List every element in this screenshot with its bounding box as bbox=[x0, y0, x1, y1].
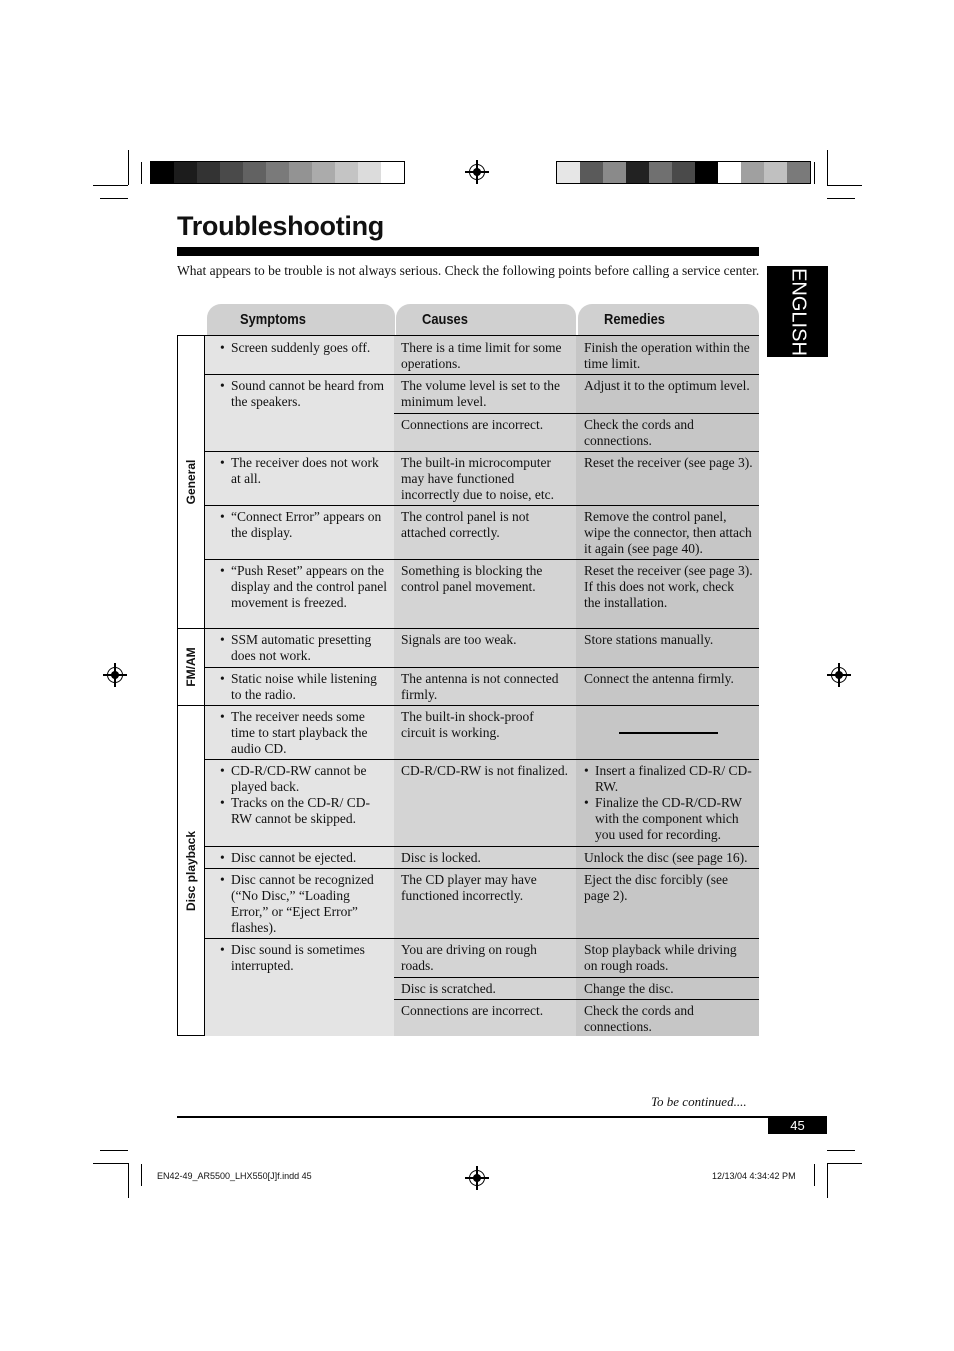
cause-cell bbox=[394, 505, 576, 559]
cause-text: Disc is locked. bbox=[401, 850, 481, 865]
remedy-cell bbox=[576, 413, 759, 451]
row-divider bbox=[177, 628, 759, 629]
symptom-text: • Static noise while listening to the radio. bbox=[220, 671, 388, 703]
symptom-text: • Disc sound is sometimes interrupted. bbox=[220, 942, 388, 974]
crop-mark bbox=[827, 1163, 862, 1164]
remedy-cell bbox=[576, 868, 759, 938]
row-divider bbox=[205, 505, 759, 506]
symptom-cell bbox=[205, 705, 394, 759]
intro-text: What appears to be trouble is not always serious. Check the following points before calling a service center. bbox=[177, 263, 760, 278]
cause-text: The volume level is set to the minimum level. bbox=[401, 378, 560, 409]
crop-mark bbox=[93, 1163, 128, 1164]
cause-cell bbox=[394, 759, 576, 846]
cause-text: CD-R/CD-RW is not finalized. bbox=[401, 763, 568, 778]
crop-mark bbox=[128, 150, 129, 185]
symptom-cell bbox=[205, 628, 394, 667]
header-causes: Causes bbox=[396, 304, 576, 336]
row-divider bbox=[394, 413, 759, 414]
cause-text: Connections are incorrect. bbox=[401, 1003, 544, 1018]
symptom-text: • Disc cannot be recognized (“No Disc,” “Loading Error,” or “Eject Error” flashes). bbox=[220, 872, 388, 936]
header-remedies: Remedies bbox=[578, 304, 759, 336]
symptom-cell bbox=[205, 374, 394, 451]
footer-rule bbox=[177, 1116, 827, 1118]
row-divider bbox=[394, 977, 759, 978]
cause-cell bbox=[394, 374, 576, 413]
cause-text: The CD player may have functioned incorrectly. bbox=[401, 872, 537, 903]
symptom-text: • CD-R/CD-RW cannot be played back. bbox=[220, 763, 388, 795]
symptom-text: • Sound cannot be heard from the speakers. bbox=[220, 378, 388, 410]
remedy-cell bbox=[576, 559, 759, 628]
row-divider bbox=[205, 938, 759, 939]
cause-cell bbox=[394, 846, 576, 868]
remedy-text: • Finalize the CD-R/CD-RW with the component which you used for recording. bbox=[584, 795, 753, 843]
cause-text: There is a time limit for some operations. bbox=[401, 340, 562, 371]
symptom-text: • Disc cannot be ejected. bbox=[220, 850, 388, 866]
crop-mark bbox=[100, 1150, 128, 1151]
row-divider bbox=[205, 374, 759, 375]
cause-text: The control panel is not attached correctly. bbox=[401, 509, 530, 540]
remedy-cell bbox=[576, 999, 759, 1036]
cause-cell bbox=[394, 705, 576, 759]
remedy-text: Adjust it to the optimum level. bbox=[584, 378, 750, 393]
continued-note: To be continued.... bbox=[651, 1094, 747, 1109]
crop-mark bbox=[814, 1164, 815, 1186]
category-fmam: FM/AM bbox=[177, 628, 205, 705]
registration-mark bbox=[831, 667, 847, 683]
cause-cell bbox=[394, 413, 576, 451]
remedy-cell bbox=[576, 667, 759, 705]
remedy-cell bbox=[576, 977, 759, 999]
cause-cell bbox=[394, 667, 576, 705]
header-symptoms: Symptoms bbox=[207, 304, 395, 336]
cause-cell bbox=[394, 868, 576, 938]
cause-cell bbox=[394, 559, 576, 628]
symptom-text: • The receiver needs some time to start playback the audio CD. bbox=[220, 709, 388, 757]
row-divider bbox=[205, 846, 759, 847]
symptom-cell bbox=[205, 667, 394, 705]
symptom-cell bbox=[205, 938, 394, 1036]
symptom-cell bbox=[205, 505, 394, 559]
remedy-text: Check the cords and connections. bbox=[584, 417, 694, 448]
row-divider bbox=[177, 705, 759, 706]
remedy-text: Unlock the disc (see page 16). bbox=[584, 850, 748, 865]
cause-cell bbox=[394, 938, 576, 977]
symptom-cell bbox=[205, 336, 394, 374]
remedy-cell bbox=[576, 759, 759, 846]
remedy-cell bbox=[576, 628, 759, 667]
cause-text: The built-in shock-proof circuit is working. bbox=[401, 709, 534, 740]
crop-mark bbox=[814, 162, 815, 184]
crop-mark bbox=[100, 198, 128, 199]
remedy-text: Finish the operation within the time limit. bbox=[584, 340, 750, 371]
remedy-text: Connect the antenna firmly. bbox=[584, 671, 734, 686]
cause-cell bbox=[394, 451, 576, 505]
language-tab bbox=[767, 266, 828, 357]
symptom-cell bbox=[205, 759, 394, 846]
row-divider bbox=[205, 868, 759, 869]
page-number: 45 bbox=[768, 1118, 827, 1134]
remedy-cell bbox=[576, 336, 759, 374]
cause-text: You are driving on rough roads. bbox=[401, 942, 537, 973]
page-title: Troubleshooting bbox=[177, 211, 384, 241]
symptom-text: • Tracks on the CD-R/ CD-RW cannot be skipped. bbox=[220, 795, 388, 827]
remedy-text: Reset the receiver (see page 3). bbox=[584, 455, 753, 470]
symptom-text: • Screen suddenly goes off. bbox=[220, 340, 388, 356]
remedy-cell bbox=[576, 451, 759, 505]
color-bar-right bbox=[556, 161, 811, 184]
crop-mark bbox=[827, 1163, 828, 1198]
symptom-text: • “Connect Error” appears on the display. bbox=[220, 509, 388, 541]
symptom-text: • The receiver does not work at all. bbox=[220, 455, 388, 487]
remedy-text: Store stations manually. bbox=[584, 632, 714, 647]
remedy-cell bbox=[576, 938, 759, 977]
cause-text: Disc is scratched. bbox=[401, 981, 496, 996]
remedy-text: Remove the control panel, wipe the connector, then attach it again (see page 40). bbox=[584, 509, 752, 556]
cause-cell bbox=[394, 628, 576, 667]
remedy-cell bbox=[576, 374, 759, 413]
registration-mark bbox=[469, 164, 485, 180]
remedy-text: Change the disc. bbox=[584, 981, 674, 996]
remedy-text: Check the cords and connections. bbox=[584, 1003, 694, 1034]
crop-mark bbox=[141, 1164, 142, 1186]
no-remedy-dash bbox=[619, 732, 718, 734]
crop-mark bbox=[141, 162, 142, 184]
row-divider bbox=[394, 999, 759, 1000]
footer-file-slug: EN42-49_AR5500_LHX550[J]f.indd 45 bbox=[157, 1171, 312, 1181]
cause-cell bbox=[394, 999, 576, 1036]
row-divider bbox=[205, 667, 759, 668]
remedy-text: • Insert a finalized CD-R/ CD-RW. bbox=[584, 763, 753, 795]
language-label: ENGLISH bbox=[787, 267, 809, 356]
crop-mark bbox=[93, 185, 128, 186]
remedy-cell bbox=[576, 505, 759, 559]
crop-mark bbox=[827, 185, 862, 186]
crop-mark bbox=[128, 1163, 129, 1198]
row-divider bbox=[205, 559, 759, 560]
crop-mark bbox=[827, 1150, 855, 1151]
symptom-text: • SSM automatic presetting does not work. bbox=[220, 632, 388, 664]
remedy-cell bbox=[576, 846, 759, 868]
cause-text: The antenna is not connected firmly. bbox=[401, 671, 559, 702]
remedy-text: Stop playback while driving on rough roads. bbox=[584, 942, 737, 973]
remedy-text: Reset the receiver (see page 3). If this does not work, check the installation. bbox=[584, 563, 753, 610]
category-disc-playback: Disc playback bbox=[177, 705, 205, 1036]
title-rule bbox=[177, 247, 759, 256]
crop-mark bbox=[827, 198, 855, 199]
registration-mark bbox=[469, 1170, 485, 1186]
remedy-text: Eject the disc forcibly (see page 2). bbox=[584, 872, 728, 903]
cause-text: Connections are incorrect. bbox=[401, 417, 544, 432]
cause-cell bbox=[394, 977, 576, 999]
symptom-cell bbox=[205, 451, 394, 505]
symptom-text: • “Push Reset” appears on the display and the control panel movement is freezed. bbox=[220, 563, 388, 611]
cause-text: Something is blocking the control panel movement. bbox=[401, 563, 543, 594]
row-divider bbox=[205, 451, 759, 452]
symptom-cell bbox=[205, 846, 394, 868]
row-divider bbox=[205, 759, 759, 760]
cause-cell bbox=[394, 336, 576, 374]
symptom-cell bbox=[205, 559, 394, 628]
symptom-cell bbox=[205, 868, 394, 938]
color-bar-left bbox=[150, 161, 405, 184]
crop-mark bbox=[827, 150, 828, 185]
footer-timestamp: 12/13/04 4:34:42 PM bbox=[712, 1171, 796, 1181]
registration-mark bbox=[107, 667, 123, 683]
cause-text: Signals are too weak. bbox=[401, 632, 517, 647]
cause-text: The built-in microcomputer may have functioned incorrectly due to noise, etc. bbox=[401, 455, 554, 502]
category-general: General bbox=[177, 336, 205, 628]
